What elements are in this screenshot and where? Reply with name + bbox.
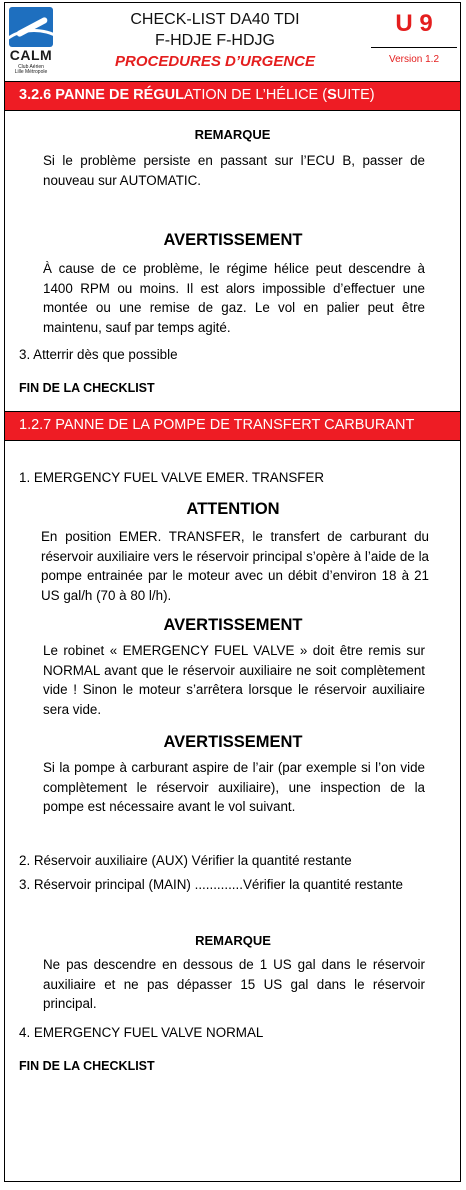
logo-subtitle: Club Aérien Lille Métropole xyxy=(14,64,48,75)
remarque-heading-2: REMARQUE xyxy=(195,933,271,948)
version-label: Version 1.2 xyxy=(388,54,440,65)
avertissement-heading: AVERTISSEMENT xyxy=(163,231,303,249)
avertissement-heading-3: AVERTISSEMENT xyxy=(163,733,303,751)
page-code-block xyxy=(370,7,458,65)
avertissement-text-2: Le robinet « EMERGENCY FUEL VALVE » doit être remis sur NORMAL avant que le réservoir auxiliaire ne soit complètement vide ! Sinon le moteur s’arrêtera lorsque le réservoir auxiliaire sera vide. xyxy=(43,643,425,717)
club-logo xyxy=(7,7,55,77)
checklist-page xyxy=(4,2,461,1182)
step-main-tank: 3. Réservoir principal (MAIN) .............Vérifier la quantité restante xyxy=(19,877,404,892)
step-fuel-valve-transfer: 1. EMERGENCY FUEL VALVE EMER. TRANSFER xyxy=(19,470,325,485)
attention-heading: ATTENTION xyxy=(186,500,280,518)
section-title-bar: 3.2.6 PANNE DE RÉGULATION DE L’HÉLICE (SUITE) xyxy=(5,81,460,111)
procedures-subtitle: PROCEDURES D’URGENCE xyxy=(114,53,316,70)
section-title-bar-2: 1.2.7 PANNE DE LA POMPE DE TRANSFERT CARBURANT xyxy=(5,411,460,441)
avertissement-heading-2: AVERTISSEMENT xyxy=(163,616,303,634)
step-aux-tank: 2. Réservoir auxiliaire (AUX) Vérifier la quantité restante xyxy=(19,853,352,868)
avertissement-text-3: Si la pompe à carburant aspire de l’air (par exemple si l’on vide complètement le réservoir auxiliaire), une inspection de la pompe est nécessaire avant le vol suivant. xyxy=(43,760,425,814)
remarque-heading: REMARQUE xyxy=(194,127,271,142)
remarque-text-2: Ne pas descendre en dessous de 1 US gal dans le réservoir auxiliaire et ne pas dépasser 15 US gal dans le réservoir principal. xyxy=(43,957,425,1011)
remarque-text: Si le problème persiste en passant sur l’ECU B, passer de nouveau sur AUTOMATIC. xyxy=(43,153,425,188)
title-block xyxy=(57,9,373,72)
end-of-checklist: FIN DE LA CHECKLIST xyxy=(19,381,155,395)
page-header xyxy=(5,3,460,81)
checklist-title: CHECK-LIST DA40 TDI xyxy=(130,11,300,28)
page-code: U 9 xyxy=(395,10,433,37)
plane-icon xyxy=(9,7,53,47)
end-of-checklist-2: FIN DE LA CHECKLIST xyxy=(19,1059,155,1073)
step-fuel-valve-normal: 4. EMERGENCY FUEL VALVE NORMAL xyxy=(19,1025,264,1040)
step-land: 3. Atterrir dès que possible xyxy=(19,347,178,362)
aircraft-registrations: F-HDJE F-HDJG xyxy=(155,32,275,49)
logo-name: CALM xyxy=(9,47,53,63)
avertissement-text: À cause de ce problème, le régime hélice peut descendre à 1400 RPM ou moins. Il est alors impossible d’effectuer une montée ou une remise de gaz. Le vol en palier peut être maintenu, sauf par temps agité. xyxy=(43,261,425,335)
attention-text: En position EMER. TRANSFER, le transfert de carburant du réservoir auxiliaire vers le réservoir principal s’opère à l’aide de la pompe entrainée par le moteur avec un débit d’environ 18 à 21 US gal/h (70 à 80 l/h). xyxy=(41,529,429,603)
code-divider xyxy=(371,47,457,48)
